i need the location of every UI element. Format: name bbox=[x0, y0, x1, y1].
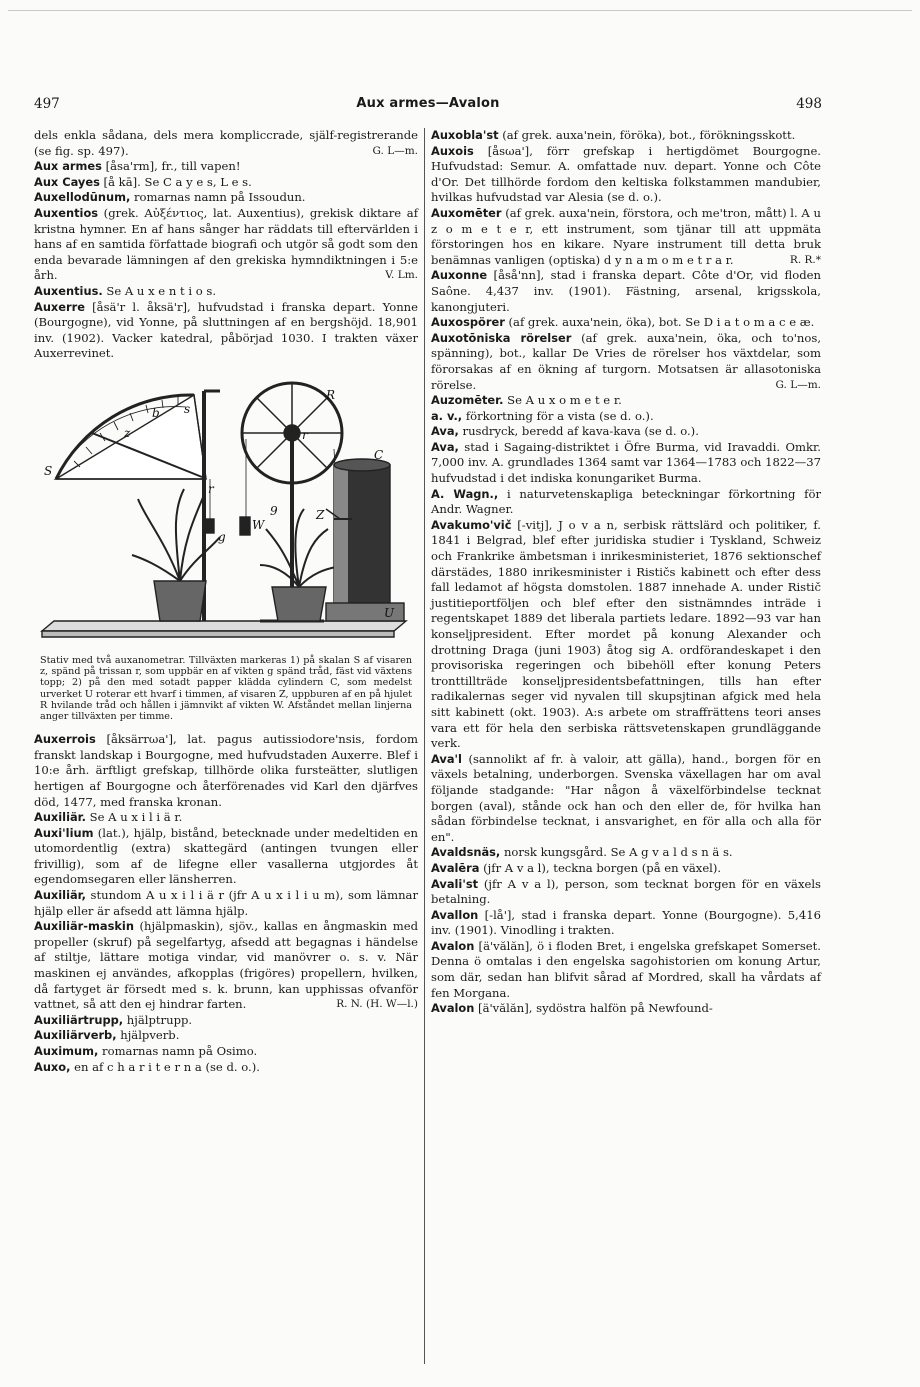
entry-text: i naturvetenskapliga beteckningar förkortning för Andr. Wagner. bbox=[431, 486, 821, 517]
entry-headword: Auxonne bbox=[431, 268, 488, 283]
entry-text: (af grek. auxa'nein, föröka), bot., förökningsskott. bbox=[498, 128, 796, 142]
entry-headword: Ava, bbox=[431, 439, 459, 454]
entry-text: [åså'nn], stad i franska depart. Côte d'Or, vid floden Saône. 4,437 inv. (1901). Fästning, arsenal, krigsskola, kanongjuteri. bbox=[431, 268, 821, 314]
fig-label-C: C bbox=[374, 447, 384, 462]
entry-text: norsk kungsgård. Se A g v a l d s n ä s. bbox=[500, 845, 733, 860]
page-header bbox=[34, 96, 822, 116]
column-divider bbox=[424, 128, 425, 1364]
entry-headword: Auxobla'st bbox=[431, 128, 499, 142]
entry-headword: Auxiliär-maskin bbox=[34, 919, 134, 934]
entry-headword: Avalēra bbox=[431, 860, 480, 875]
entry-headword: Auxospörer bbox=[431, 315, 505, 330]
entry-text: hjälptrupp. bbox=[123, 1012, 193, 1027]
entry-headword: Aux armes bbox=[34, 159, 102, 174]
entry-headword: Auxo, bbox=[34, 1059, 71, 1074]
dictionary-entry bbox=[431, 331, 821, 393]
entry-text: (grek. Αὐξέντιος, lat. Auxentius), grekisk diktare af kristna hymner. En af hans sånger har räddats till eftervärlden i hans af en samtida författade biografi och utgör så godt som den enda bevarade lämningen af den grekiska hymndiktningen i 5:e årh. bbox=[34, 205, 418, 283]
entry-text: Se A u x o m e t e r. bbox=[503, 393, 622, 408]
dictionary-entry bbox=[431, 939, 821, 1001]
right-entries bbox=[431, 128, 821, 1017]
entry-headword: Ava'l bbox=[431, 751, 462, 766]
dictionary-entry bbox=[34, 810, 418, 826]
entry-text: (jfr A v a l), teckna borgen (på en växel). bbox=[479, 860, 722, 875]
left-column bbox=[34, 128, 418, 1075]
entry-text: Se A u x e n t i o s. bbox=[102, 283, 217, 298]
dictionary-entry bbox=[431, 1001, 821, 1017]
dictionary-entry bbox=[431, 424, 821, 440]
entry-headword: Auxiliärtrupp, bbox=[34, 1012, 124, 1027]
entry-text: [åsa'rm], fr., till vapen! bbox=[101, 159, 241, 174]
entry-signature: V. Lm. bbox=[385, 269, 418, 282]
left-page-number: 497 bbox=[34, 96, 60, 112]
right-page-number: 498 bbox=[796, 96, 822, 112]
entry-text: (af grek. auxa'nein, förstora, och me'tron, mått) l. A u z o m e t e r, ett instrument, som tjänar till att uppmäta förstoringen hos en kikare. Nyare instrument till detta bruk benämnas vanligen (optiska) d y n a m o m e t r a r. bbox=[431, 205, 821, 267]
fig-label-r2: r bbox=[302, 427, 308, 442]
entry-headword: Auxi'lium bbox=[34, 825, 94, 840]
running-title: Aux armes—Avalon bbox=[356, 96, 500, 111]
dictionary-entry bbox=[431, 861, 821, 877]
entry-text: (sannolikt af fr. à valoir, att gälla), hand., borgen för en växels betalning, underborgen. Svenska växellagen har om aval följande stadgande: "Har någon å växelförbindelse tecknat borgen (aval), stånde ock han och den eller de, för hvilka han sådan förbindelse tecknat, i ansvarighet, en för alla och alla för en". bbox=[431, 751, 821, 844]
entry-headword: Auxotōniska rörelser bbox=[431, 330, 572, 345]
dictionary-entry bbox=[431, 315, 821, 331]
dictionary-entry bbox=[431, 877, 821, 908]
entry-headword: Avallon bbox=[431, 907, 479, 922]
entry-headword: Auxiliär, bbox=[34, 888, 86, 903]
entry-headword: Auxomēter bbox=[431, 205, 502, 220]
entry-headword: Auxerre bbox=[34, 299, 85, 314]
dictionary-entry bbox=[34, 284, 418, 300]
dictionary-entry bbox=[34, 175, 418, 191]
entry-text: (lat.), hjälp, bistånd, betecknade under medeltiden en utomordentlig (extra) skattegärd (antingen tvungen eller frivillig), som af de lifegne eller vasallerna utgjordes åt egendomsegaren eller länsherren. bbox=[34, 825, 418, 887]
dictionary-entry bbox=[34, 128, 418, 159]
entry-text: förkortning för a vista (se d. o.). bbox=[462, 408, 654, 423]
top-rule bbox=[8, 10, 912, 11]
entry-text: hjälpverb. bbox=[116, 1028, 180, 1043]
entry-headword: Avalon bbox=[431, 1001, 475, 1016]
fig-label-s: s bbox=[184, 401, 191, 416]
entry-signature: R. N. (H. W—l.) bbox=[336, 998, 418, 1011]
dictionary-entry bbox=[431, 128, 821, 144]
dictionary-entry bbox=[34, 190, 418, 206]
dictionary-entry bbox=[34, 159, 418, 175]
entry-headword: Auxois bbox=[431, 143, 474, 158]
dictionary-entry bbox=[431, 393, 821, 409]
dictionary-entry bbox=[34, 1013, 418, 1029]
dictionary-entry bbox=[431, 409, 821, 425]
dictionary-entry bbox=[431, 845, 821, 861]
entry-headword: Aux Cayes bbox=[34, 174, 100, 189]
fig-label-R: R bbox=[326, 387, 336, 402]
entry-headword: Ava, bbox=[431, 424, 459, 439]
fig-label-g2: 9 bbox=[270, 503, 278, 518]
entry-text: (hjälpmaskin), sjöv., kallas en ångmaskin med propeller (skruf) på segelfartyg, afsedd att begagnas i händelse af stiltje, lättare motiga vindar, vid manövrer o. s. v. När maskinen ej användes, afkopplas (frigöres) propellern, hvilken, då fartyget är försedt med s. k. brunn, kan upphissas ofvanför vattnet, så att den ej hindrar farten. bbox=[34, 919, 418, 1012]
dictionary-entry bbox=[34, 206, 418, 284]
fig-label-b: b bbox=[152, 405, 160, 420]
left-entries-top bbox=[34, 128, 418, 362]
entry-text: romarnas namn på Osimo. bbox=[98, 1044, 258, 1058]
entry-headword: Auxerrois bbox=[34, 732, 96, 747]
entry-headword: Auzomēter. bbox=[431, 393, 504, 408]
right-column bbox=[431, 128, 821, 1017]
entry-headword: Auximum, bbox=[34, 1044, 99, 1058]
entry-headword: A. Wagn., bbox=[431, 486, 499, 501]
fig-label-z: z bbox=[124, 425, 131, 440]
fig-label-r: r bbox=[208, 481, 214, 496]
dictionary-entry bbox=[431, 908, 821, 939]
dictionary-entry bbox=[34, 300, 418, 362]
entry-text: rusdryck, beredd af kava-kava (se d. o.). bbox=[458, 424, 699, 439]
entry-headword: Auxiliär. bbox=[34, 810, 86, 825]
dictionary-entry bbox=[34, 732, 418, 810]
entry-headword: Auxentius. bbox=[34, 283, 103, 298]
entry-headword: Auxellodūnum, bbox=[34, 190, 131, 205]
caption-text: Stativ med två auxanometrar. Tillväxten markeras 1) på skalan S af visaren z, spänd på trissan r, som uppbär en af vikten g spänd tråd, fäst vid växtens topp; 2) på den med sotadt papper klädda cylindern C, som medelst urverket U roterar ett hvarf i timmen, af visaren Z, uppburen af en på hjulet R hvilande tråd och hållen i jämnvikt af vikten W. Afståndet mellan linjerna anger tillväxten per timme. bbox=[40, 654, 412, 722]
dictionary-entry bbox=[431, 752, 821, 846]
entry-text: [-lå'], stad i franska depart. Yonne (Bourgogne). 5,416 inv. (1901). Vinodling i trakten. bbox=[431, 907, 821, 938]
dictionary-entry bbox=[34, 888, 418, 919]
dictionary-entry bbox=[34, 919, 418, 1013]
entry-headword: Avaldsnäs, bbox=[431, 845, 501, 860]
entry-text: (af grek. auxa'nein, öka), bot. Se D i a t o m a c e æ. bbox=[504, 315, 815, 330]
entry-headword: Avakumo'vič bbox=[431, 517, 512, 532]
figure-caption bbox=[40, 655, 412, 722]
dictionary-entry bbox=[431, 518, 821, 752]
entry-text: [åsωa'], förr grefskap i hertigdömet Bourgogne. Hufvudstad: Semur. A. omfattade nuv. depart. Yonne och Côte d'Or. Det tillhörde fordom den keltiska folkstammen mandubier, hvilkas hufvudstad var Alesia (se d. o.). bbox=[431, 143, 821, 205]
fig-label-U: U bbox=[384, 605, 395, 620]
entry-headword: Auxentios bbox=[34, 205, 99, 220]
fig-label-S: S bbox=[44, 463, 53, 478]
dictionary-entry bbox=[34, 1028, 418, 1044]
entry-text: (af grek. auxa'nein, öka, och to'nos, spänning), bot., kallar De Vries de rörelser hos växtdelar, som förorsakas af en ökning af turgorn. Motsatsen är allasotoniska rörelse. bbox=[431, 330, 821, 392]
dictionary-entry bbox=[431, 206, 821, 268]
entry-text: Se A u x i l i ä r. bbox=[86, 810, 183, 825]
entry-signature: G. L—m. bbox=[775, 378, 821, 391]
entry-text: dels enkla sådana, dels mera kompliccrade, själf-registrerande (se fig. sp. 497). bbox=[34, 128, 418, 158]
entry-text: [-vitj], J o v a n, serbisk rättslärd och politiker, f. 1841 i Belgrad, blef efter juridiska studier i Tyskland, Schweiz och Frankrike ämbetsman i inrikesministeriet, 1876 sektionschef därstädes, 1880 inrikesminister i Rističs kabinett och efter dess fall ledamot af högsta domstolen. 1887 innehade A. under Ristič justitieportföljen och blef efter den sistnämndes inträde i regentskapet 1889 det liberala partiets ledare. 1892—93 var han konseljpresident. Efter mordet på konung Alexander och drottning Draga (juni 1903) åtog sig A. ordförandeskapet i den provisoriska regeringen och bibehöll efter konung Peters tronttillträde konseljpresidentsbefattningen, tills han efter radikalernas seger vid nyvalen till skupsjtinan afgick med hela sitt kabinett (okt. 1903). A:s arbete om straffrättens teori anses vara ett för hela den serbiska rättsvetenskapen grundläggande verk. bbox=[431, 517, 821, 751]
entry-text: [åsä'r l. åksä'r], hufvudstad i franska depart. Yonne (Bourgogne), vid Yonne, på sluttningen af en bergshöjd. 18,901 inv. (1902). Vacker katedral, påbörjad 1030. I trakten växer Auxerrevinet. bbox=[34, 299, 418, 361]
entry-text: [ä'vălăn], ö i floden Bret, i engelska grefskapet Somerset. Denna ö omtalas i den engelska sagohistorien om konung Artur, som där, sedan han blifvit sårad af Mordred, skall ha vårdats af fen Morgana. bbox=[431, 938, 821, 1000]
entry-headword: Avalon bbox=[431, 938, 475, 953]
entry-signature: R. R.* bbox=[789, 253, 821, 266]
dictionary-entry bbox=[431, 487, 821, 518]
entry-headword: Auxiliärverb, bbox=[34, 1028, 117, 1043]
dictionary-entry bbox=[431, 440, 821, 487]
entry-text: (jfr A v a l), person, som tecknat borgen för en växels betalning. bbox=[431, 876, 821, 907]
entry-text: stundom A u x i l i ä r (jfr A u x i l i u m), som lämnar hjälp eller är afsedd att lämna hjälp. bbox=[34, 888, 418, 918]
dictionary-entry bbox=[34, 1044, 418, 1060]
fig-label-Z: Z bbox=[316, 507, 325, 522]
entry-text: [åksärrωa'], lat. pagus autissiodore'nsis, fordom franskt landskap i Bourgogne, med hufvudstaden Auxerre. Blef i 10:e årh. ärftligt grefskap, tillhörde olika fursteätter, slutligen hertigen af Bourgogne och återförenades vid Karl den djärfves död, 1477, med franska kronan. bbox=[34, 732, 418, 809]
entry-text: [å kā]. Se C a y e s, L e s. bbox=[99, 174, 252, 189]
entry-signature: G. L—m. bbox=[372, 144, 418, 157]
entry-text: romarnas namn på Issoudun. bbox=[130, 190, 306, 205]
dictionary-entry bbox=[34, 826, 418, 888]
entry-text: en af c h a r i t e r n a (se d. o.). bbox=[70, 1059, 260, 1074]
dictionary-entry bbox=[431, 144, 821, 206]
left-entries-bottom bbox=[34, 732, 418, 1075]
fig-label-W: W bbox=[252, 517, 265, 532]
entry-text: stad i Sagaing-distriktet i Öfre Burma, vid Iravaddi. Omkr. 7,000 inv. A. grundlades 1364 samt var 1364—1783 och 1822—37 hufvudstad i det indiska konungariket Burma. bbox=[431, 439, 821, 486]
entry-text: [ä'vălăn], sydöstra halfön på Newfound- bbox=[474, 1001, 713, 1016]
dictionary-entry bbox=[34, 1060, 418, 1076]
auxanometer-illustration bbox=[34, 369, 418, 651]
fig-label-g: g bbox=[218, 529, 226, 544]
entry-headword: Avali'st bbox=[431, 876, 479, 891]
auxanometer-figure bbox=[34, 369, 418, 651]
dictionary-entry bbox=[431, 268, 821, 315]
entry-headword: a. v., bbox=[431, 408, 463, 423]
